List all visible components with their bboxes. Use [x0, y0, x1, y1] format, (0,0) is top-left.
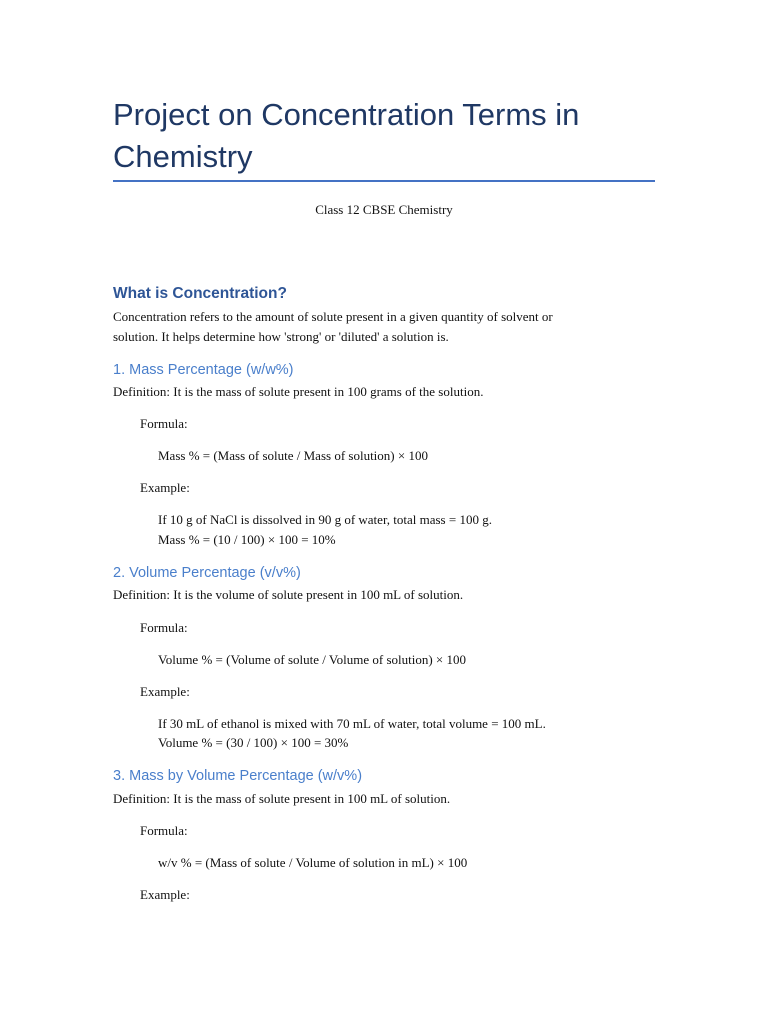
document-title: Project on Concentration Terms in Chemistry [113, 97, 580, 174]
example-line: If 30 mL of ethanol is mixed with 70 mL of water, total volume = 100 mL. [158, 716, 546, 731]
section-definition: Definition: It is the mass of solute present in 100 mL of solution. [113, 791, 451, 806]
section-heading: 3. Mass by Volume Percentage (w/v%) [113, 768, 363, 784]
intro-heading: What is Concentration? [113, 285, 287, 302]
section-definition: Definition: It is the volume of solute present in 100 mL of solution. [113, 587, 464, 602]
intro-paragraph-line: solution. It helps determine how 'strong' or 'diluted' a solution is. [113, 329, 449, 344]
formula-text: Volume % = (Volume of solute / Volume of solution) × 100 [158, 652, 467, 667]
section-heading: 2. Volume Percentage (v/v%) [113, 565, 301, 581]
document-subtitle: Class 12 CBSE Chemistry [315, 202, 453, 217]
formula-text: Mass % = (Mass of solute / Mass of solution) × 100 [158, 448, 428, 463]
formula-label: Formula: [140, 620, 188, 635]
section-definition: Definition: It is the mass of solute present in 100 grams of the solution. [113, 384, 484, 399]
example-line: Volume % = (30 / 100) × 100 = 30% [158, 735, 349, 750]
title-underline [113, 180, 655, 182]
example-line: Mass % = (10 / 100) × 100 = 10% [158, 532, 336, 547]
example-line: If 10 g of NaCl is dissolved in 90 g of water, total mass = 100 g. [158, 512, 492, 527]
formula-text: w/v % = (Mass of solute / Volume of solution in mL) × 100 [158, 855, 468, 870]
example-label: Example: [140, 887, 190, 902]
example-label: Example: [140, 684, 190, 699]
formula-label: Formula: [140, 823, 188, 838]
intro-paragraph-line: Concentration refers to the amount of solute present in a given quantity of solvent or [113, 309, 553, 324]
formula-label: Formula: [140, 416, 188, 431]
section-heading: 1. Mass Percentage (w/w%) [113, 362, 294, 378]
example-label: Example: [140, 480, 190, 495]
